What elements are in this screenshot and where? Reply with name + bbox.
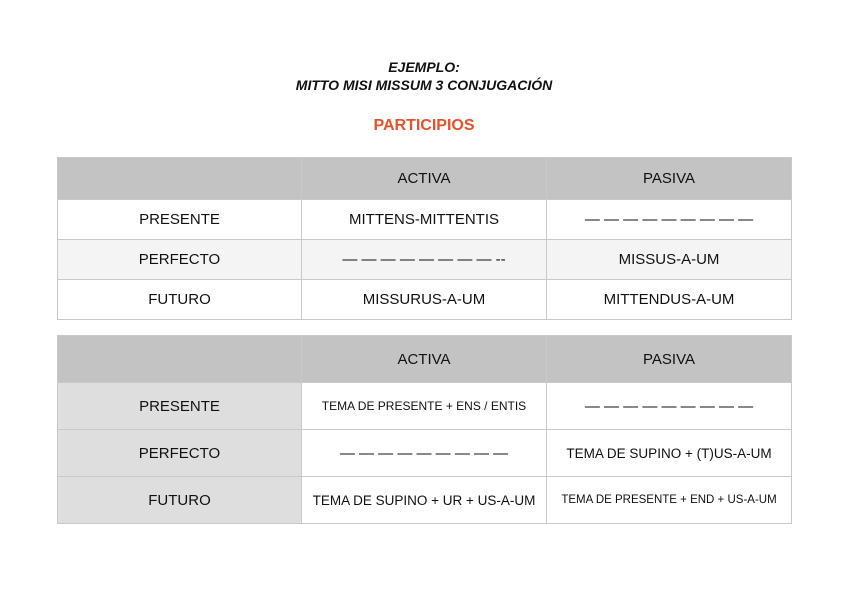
table-row bbox=[58, 240, 792, 280]
example-title-line1: EJEMPLO: bbox=[388, 59, 460, 75]
row-label: PRESENTE bbox=[58, 383, 302, 430]
table-row bbox=[58, 383, 792, 430]
table-row bbox=[58, 477, 792, 524]
cell-activa: TEMA DE PRESENTE + ENS / ENTIS bbox=[302, 383, 547, 430]
row-label: PERFECTO bbox=[58, 240, 302, 280]
example-title bbox=[0, 58, 848, 94]
section-title: PARTICIPIOS bbox=[373, 117, 475, 134]
cell-activa: TEMA DE SUPINO + UR + US-A-UM bbox=[302, 477, 547, 524]
row-label: PRESENTE bbox=[58, 200, 302, 240]
table-row bbox=[58, 280, 792, 320]
cell-activa: — — — — — — — — — bbox=[302, 430, 547, 477]
row-label: FUTURO bbox=[58, 280, 302, 320]
header-cell-activa: ACTIVA bbox=[302, 158, 547, 200]
example-title-line2: MITTO MISI MISSUM 3 CONJUGACIÓN bbox=[295, 77, 553, 93]
table-header-row bbox=[58, 336, 792, 383]
header-cell-pasiva: PASIVA bbox=[547, 158, 792, 200]
cell-pasiva: — — — — — — — — — bbox=[547, 200, 792, 240]
header-cell-empty bbox=[58, 158, 302, 200]
cell-activa: MITTENS-MITTENTIS bbox=[302, 200, 547, 240]
cell-pasiva: — — — — — — — — — bbox=[547, 383, 792, 430]
cell-pasiva: TEMA DE PRESENTE + END + US-A-UM bbox=[547, 477, 792, 524]
header-cell-pasiva: PASIVA bbox=[547, 336, 792, 383]
participles-formation-table bbox=[57, 335, 792, 524]
cell-activa: — — — — — — — — -- bbox=[302, 240, 547, 280]
cell-pasiva: MISSUS-A-UM bbox=[547, 240, 792, 280]
cell-activa: MISSURUS-A-UM bbox=[302, 280, 547, 320]
participles-forms-table bbox=[57, 157, 792, 320]
header-cell-activa: ACTIVA bbox=[302, 336, 547, 383]
cell-pasiva: TEMA DE SUPINO + (T)US-A-UM bbox=[547, 430, 792, 477]
row-label: FUTURO bbox=[58, 477, 302, 524]
table-row bbox=[58, 430, 792, 477]
table-header-row bbox=[58, 158, 792, 200]
table-row bbox=[58, 200, 792, 240]
header-cell-empty bbox=[58, 336, 302, 383]
row-label: PERFECTO bbox=[58, 430, 302, 477]
cell-pasiva: MITTENDUS-A-UM bbox=[547, 280, 792, 320]
